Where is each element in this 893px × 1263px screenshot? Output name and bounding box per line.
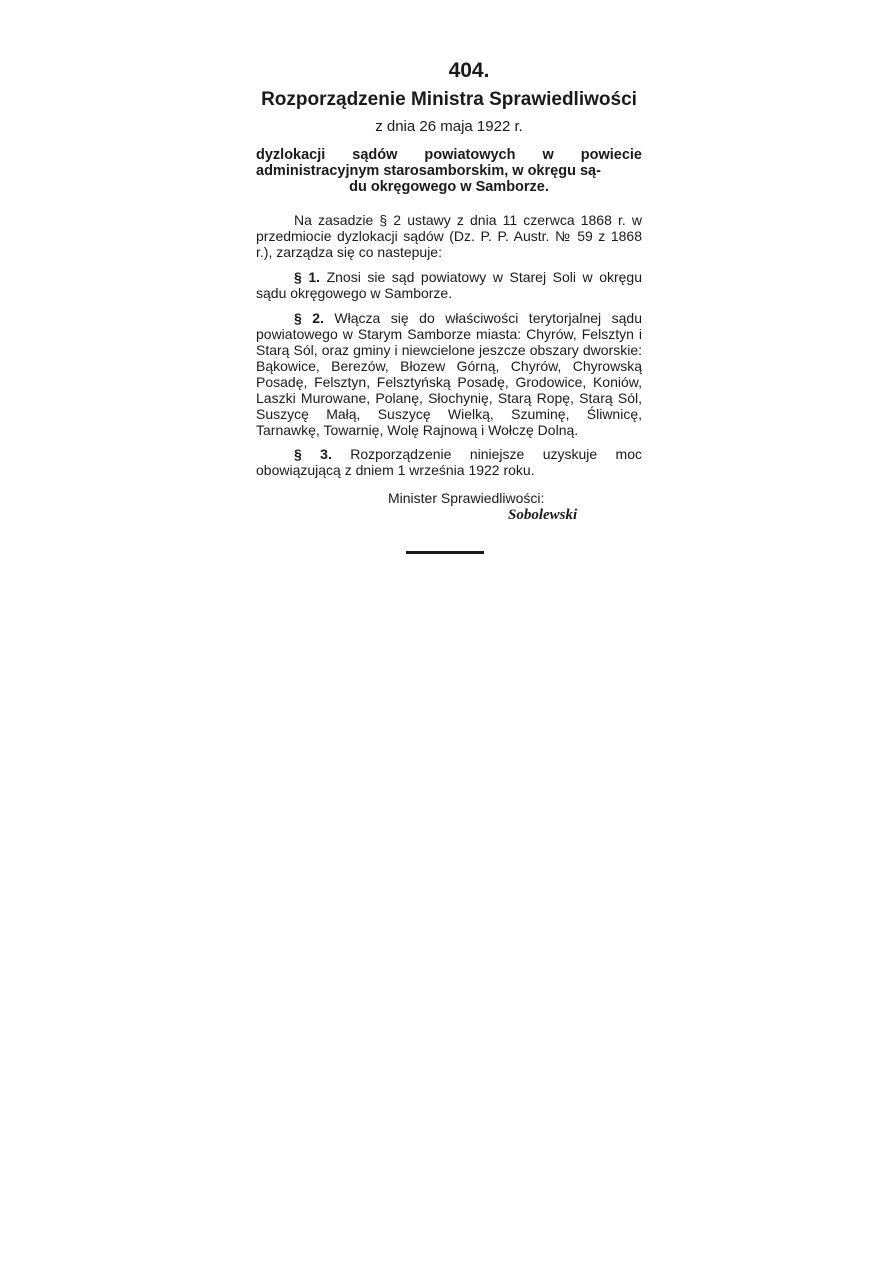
section-1-paragraph — [256, 269, 642, 301]
subject-heading — [256, 147, 642, 195]
section-1-label: § 1. — [294, 269, 321, 285]
section-3-text: Rozporządzenie niniejsze uzyskuje moc obowiązującą z dniem 1 września 1922 roku. — [256, 446, 643, 478]
section-1-text: Znosi sie sąd powiatowy w Starej Soli w okręgu sądu okręgowego w Samborze. — [256, 269, 642, 301]
section-2-label: § 2. — [294, 310, 324, 326]
document-title: Rozporządzenie Ministra Sprawiedliwości — [261, 89, 637, 110]
date-line: z dnia 26 maja 1922 r. — [375, 118, 523, 135]
section-3-paragraph — [256, 446, 642, 478]
closing-rule — [406, 551, 484, 554]
preamble-paragraph: Na zasadzie § 2 ustawy z dnia 11 czerwca 1868 r. w przedmiocie dyzlokacji sądów (Dz. P. P. Austr. № 59 z 1868 r.), zarządza się co nastepuje: — [256, 212, 642, 260]
signature-office: Minister Sprawiedliwości: — [388, 490, 545, 506]
document-page — [256, 58, 642, 524]
signature-name: Sobolewski — [508, 507, 578, 523]
signature-block — [388, 490, 642, 524]
section-2-paragraph — [256, 310, 642, 438]
subject-text-last: du okręgowego w Samborze. — [349, 179, 549, 195]
page-number: 404. — [448, 59, 490, 82]
subject-text: dyzlokacji sądów powiatowych w powiecie administracyjnym starosamborskim, w okręgu są- — [256, 147, 642, 179]
section-2-text: Włącza się do właściwości terytorjalnej sądu powiatowego w Starym Samborze miasta: Chyrów, Felsztyn i Starą Sól, oraz gminy i niewcielone jeszcze obszary dworskie: Bąkowice, Berezów, Błozew Górną, Chyrów, Chyrowską Posadę, Felsztyn, Felsztyńską Posadę, Grodowice, Koniów, Laszki Murowane, Polanę, Słochynię, Starą Ropę, Starą Sól, Suszycę Małą, Suszycę Wielką, Szuminę, Śliwnicę, Tarnawkę, Towarnię, Wolę Rajnową i Wołczę Dolną. — [256, 310, 642, 438]
section-3-label: § 3. — [294, 446, 332, 462]
